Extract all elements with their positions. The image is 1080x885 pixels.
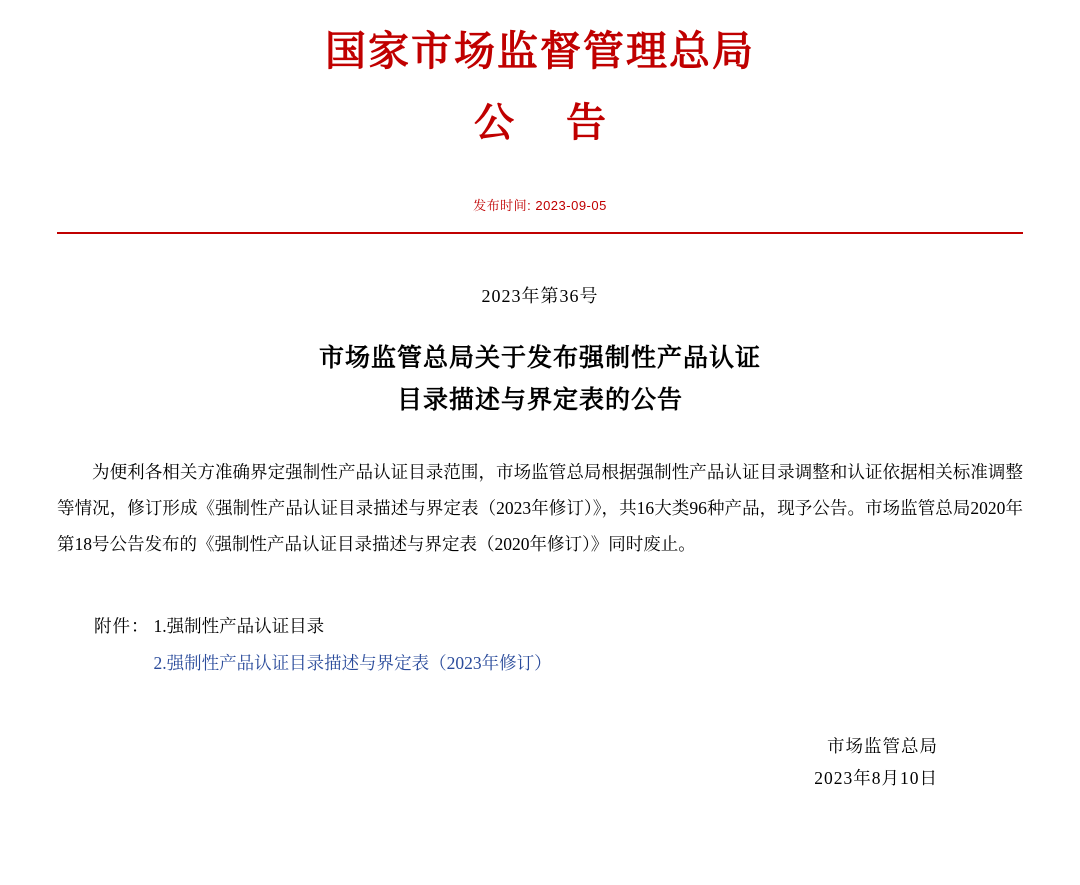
page-title-line-1: 市场监管总局关于发布强制性产品认证 xyxy=(318,345,761,373)
document-body xyxy=(57,455,1023,563)
body-paragraph: 为便利各相关方准确界定强制性产品认证目录范围，市场监管总局根据强制性产品认证目录调整和认证依据相关标准调整等情况，修订形成《强制性产品认证目录描述与界定表（2023年修订）》，共16大类96种产品，现予公告。市场监管总局2020年第18号公告发布的《强制性产品认证目录描述与界定表（2020年修订）》同时废止。 xyxy=(57,461,1023,554)
document-number: 2023年第36号 xyxy=(481,286,599,307)
page-title xyxy=(0,338,1080,421)
signature-date: 2023年8月10日 xyxy=(814,768,938,789)
masthead xyxy=(0,0,1080,234)
signature-block xyxy=(0,730,1080,795)
attachment-item-1: 1.强制性产品认证目录 xyxy=(153,616,325,637)
attachment-row xyxy=(94,608,1080,682)
red-divider-rule xyxy=(57,232,1023,234)
attachments-label: 附件： xyxy=(94,616,150,637)
publish-date-text: 发布时间: 2023-09-05 xyxy=(473,198,607,214)
signature-issuer: 市场监管总局 xyxy=(827,735,938,756)
attachments-section xyxy=(94,608,1080,682)
attachment-item-2-link[interactable]: 2.强制性产品认证目录描述与界定表（2023年修订） xyxy=(153,653,552,674)
issuing-organization-title: 国家市场监督管理总局 xyxy=(325,28,755,74)
document-kind-title: 公告 xyxy=(474,100,658,146)
attachment-list xyxy=(154,608,552,682)
page-title-line-2: 目录描述与界定表的公告 xyxy=(396,386,683,414)
